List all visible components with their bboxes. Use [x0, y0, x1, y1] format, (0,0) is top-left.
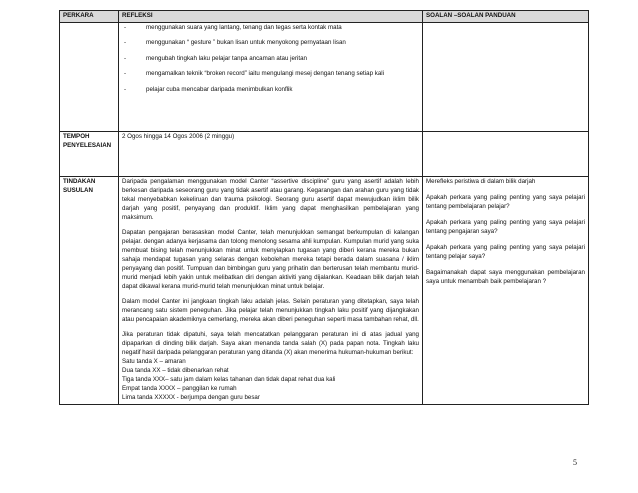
hukuman-item: Tiga tanda XXX– satu jam dalam kelas tahanan dan tidak dapat rehat dua kali: [122, 375, 336, 383]
tempoh-label: TEMPOH PENYELESAIAN: [60, 132, 119, 177]
header-refleksi: REFLEKSI: [119, 11, 423, 23]
soalan-item: Apakah perkara yang paling penting yang saya pelajari tentang pelajar saya?: [426, 243, 585, 260]
refleksi-perkara-cell: [60, 23, 119, 132]
list-item: - mengubah tingkah laku pelajar tanpa ancaman atau jeritan: [124, 54, 307, 62]
hukuman-item: Empat tanda XXXX – panggilan ke rumah: [122, 384, 237, 392]
hukuman-item: Lima tanda XXXXX - berjumpa dengan guru besar: [122, 393, 260, 401]
tindakan-content: [119, 177, 423, 405]
tindakan-row: [60, 177, 589, 405]
hukuman-item: Satu tanda X – amaran: [122, 357, 186, 365]
soalan-item: Bagaimanakah dapat saya menggunakan pembelajaran saya untuk menambah baik pembelajaran ?: [426, 268, 585, 285]
refleksi-bullets-cell: [119, 23, 423, 132]
list-item: - menggunakan “ gesture ” bukan lisan untuk menyokong pernyataan lisan: [124, 39, 346, 47]
soalan-item: Merefleks peristiwa di dalam bilik darjah: [426, 178, 536, 185]
tempoh-row: [60, 132, 589, 177]
hukuman-item: Dua tanda XX – tidak dibenarkan rehat: [122, 366, 229, 374]
page-number: 5: [573, 458, 577, 467]
tempoh-value: 2 Ogos hingga 14 Ogos 2006 (2 minggu): [119, 132, 423, 177]
header-soalan: SOALAN –SOALAN PANDUAN: [423, 11, 589, 23]
bullet-text: pelajar cuba mencabar daripada menimbulkan konflik: [146, 85, 293, 93]
refleksi-row: [60, 23, 589, 132]
tempoh-soalan-cell: [423, 132, 589, 177]
soalan-item: Apakah perkara yang paling penting yang saya pelajari tentang pengajaran saya?: [426, 218, 585, 235]
reflection-table: [59, 10, 589, 405]
list-item: - pelajar cuba mencabar daripada menimbulkan konflik: [124, 85, 293, 93]
bullet-text: mengubah tingkah laku pelajar tanpa ancaman atau jeritan: [146, 54, 307, 62]
tindakan-paragraph: Jika peraturan tidak dipatuhi, saya telah mencatatkan pelanggaran peraturan ini di atas jadual yang dipaparkan di dinding bilik darjah. Saya akan menanda tanda salah (X) pada papan nota. Tingkah laku negatif hasil daripada pelanggaran peraturan yang ditanda (X) akan menerima hukuman-hukuman berikut:: [122, 330, 419, 356]
bullet-text: menggunakan “ gesture ” bukan lisan untuk menyokong pernyataan lisan: [146, 39, 346, 47]
tindakan-paragraph: Dalam model Canter ini jangkaan tingkah laku adalah jelas. Selain peraturan yang ditetapkan, saya telah merancang satu sistem peneguhan. Jika pelajar telah menunjukkan tingkah laku positif yang dijangkakan atau pencapaian akademiknya cemerlang, mereka akan diberi peneguhan seperti masa tambahan rehat, dll.: [122, 297, 419, 323]
soalan-item: Apakah perkara yang paling penting yang saya pelajari tentang pembelajaran pelajar?: [426, 193, 585, 210]
refleksi-bullet-list: [122, 24, 419, 95]
soalan-panduan-cell: [423, 177, 589, 405]
bullet-text: menggunakan suara yang lantang, tenang dan tegas serta kontak mata: [146, 24, 342, 31]
list-item: - mengamalkan teknik “broken record” iaitu mengulangi mesej dengan tenang setiap kali: [124, 70, 385, 78]
header-perkara: PERKARA: [60, 11, 119, 23]
table-header-row: [60, 11, 589, 23]
bullet-text: mengamalkan teknik “broken record” iaitu mengulangi mesej dengan tenang setiap kali: [146, 70, 385, 78]
tindakan-paragraph: Daripada pengalaman menggunakan model Canter “assertive discipline” guru yang asertif adalah lebih berkesan daripada seseorang guru yang tidak asertif atau garang. Kegarangan dan arahan guru yang tidak tekal menyebabkan kekeliruan dan trauma psikologi. Seorang guru asertif dapat mewujudkan iklim bilik darjah yang positif, penyayang dan produktif. Iklim yang dapat menghasilkan pembelajaran yang maksimum.: [122, 178, 419, 221]
list-item: - menggunakan suara yang lantang, tenang dan tegas serta kontak mata: [124, 24, 342, 31]
tindakan-label: TINDAKAN SUSULAN: [60, 177, 119, 405]
refleksi-soalan-cell: [423, 23, 589, 132]
tindakan-paragraph: Dapatan pengajaran berasaskan model Canter, telah menunjukkan semangat berkumpulan di kalangan pelajar. dengan adanya kerjasama dan tolong menolong sesama ahli kumpulan. Kumpulan murid yang suka membuat bising telah menunjukkan minat untuk menyiapkan tugasan yang diberi kerana mereka bukan sahaja mendapat tugasan yang selaras dengan kebolehan mereka tetapi berada dalam suasana / iklim penyayang dan positif. Tumpuan dan bimbingan guru yang prihatin dan berterusan telah membantu murid-murid menjadi lebih yakin untuk melibatkan diri dengan aktiviti yang dijalankan. Keadaan bilik darjah telah dapat dikawal kerana murid-murid telah menunjukkan minat untuk belajar.: [122, 228, 419, 290]
